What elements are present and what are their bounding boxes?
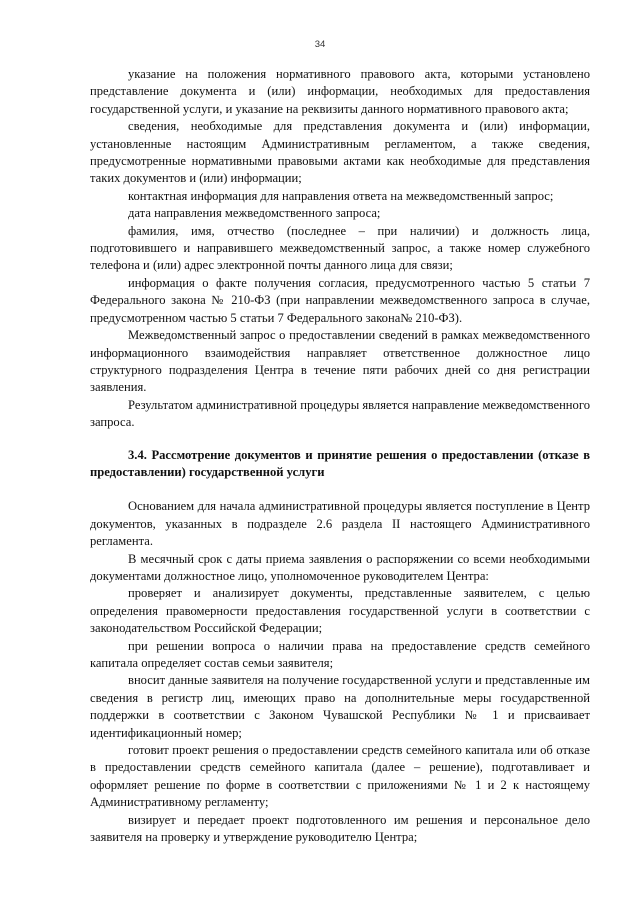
paragraph: визирует и передает проект подготовленного им решения и персональное дело заявителя на проверку и утверждение руководителю Центра; bbox=[90, 812, 590, 845]
spacer bbox=[90, 481, 590, 498]
paragraph: Межведомственный запрос о предоставлении сведений в рамках межведомственного информационного взаимодействия направляет ответственное должностное лицо структурного подразделения Центра в течение пяти рабочих дней со дня регистрации заявления. bbox=[90, 328, 590, 395]
paragraph: сведения, необходимые для представления документа и (или) информации, установленные настоящим Административным регламентом, а также сведения, предусмотренные нормативными правовыми актами как необходимые для представления таких документов и (или) информации; bbox=[90, 119, 590, 186]
document-body bbox=[90, 66, 590, 846]
paragraph: фамилия, имя, отчество (последнее – при наличии) и должность лица, подготовившего и направившего межведомственный запрос, а также номер служебного телефона и (или) адрес электронной почты данного лица для связи; bbox=[90, 223, 590, 273]
paragraph: В месячный срок с даты приема заявления о распоряжении со всеми необходимыми документами должностное лицо, уполномоченное руководителем Центра: bbox=[90, 551, 590, 583]
paragraph: проверяет и анализирует документы, представленные заявителем, с целью определения правомерности предоставления государственной услуги в соответствии с законодательством Российской Федерации; bbox=[90, 586, 590, 636]
paragraph: контактная информация для направления ответа на межведомственный запрос; bbox=[128, 188, 554, 203]
paragraph: Результатом административной процедуры является направление межведомственного запроса. bbox=[90, 397, 590, 430]
paragraph: информация о факте получения согласия, предусмотренного частью 5 статьи 7 Федерального закона № 210-ФЗ (при направлении межведомственного запроса в случае, предусмотренном частью 5 статьи 7 Федерального закона№ 210-ФЗ). bbox=[90, 275, 590, 325]
paragraph: Основанием для начала административной процедуры является поступление в Центр документов, указанных в подразделе 2.6 раздела II настоящего Административного регламента. bbox=[90, 499, 590, 549]
paragraph: вносит данные заявителя на получение государственной услуги и представленные им сведения в регистр лиц, имеющих право на дополнительные меры государственной поддержки в соответствии с Законом Чувашской Республики № 1 и присваивает идентификационный номер; bbox=[90, 673, 590, 740]
paragraph: готовит проект решения о предоставлении средств семейного капитала или об отказе в предоставлении средств семейного капитала (далее – решение), подготавливает и оформляет решение по форме в соответствии с приложениями № 1 и 2 к настоящему Административному регламенту; bbox=[90, 743, 590, 810]
page-number: 34 bbox=[314, 39, 326, 50]
section-heading: 3.4. Рассмотрение документов и принятие решения о предоставлении (отказе в предоставлении) государственной услуги bbox=[90, 447, 590, 479]
spacer bbox=[90, 432, 590, 447]
paragraph: указание на положения нормативного правового акта, которыми установлено представление документа и (или) информации, необходимых для предоставления государственной услуги, и указание на реквизиты данного нормативного правового акта; bbox=[90, 67, 590, 116]
paragraph: при решении вопроса о наличии права на предоставление средств семейного капитала определяет состав семьи заявителя; bbox=[90, 638, 590, 670]
paragraph: дата направления межведомственного запроса; bbox=[128, 206, 381, 221]
